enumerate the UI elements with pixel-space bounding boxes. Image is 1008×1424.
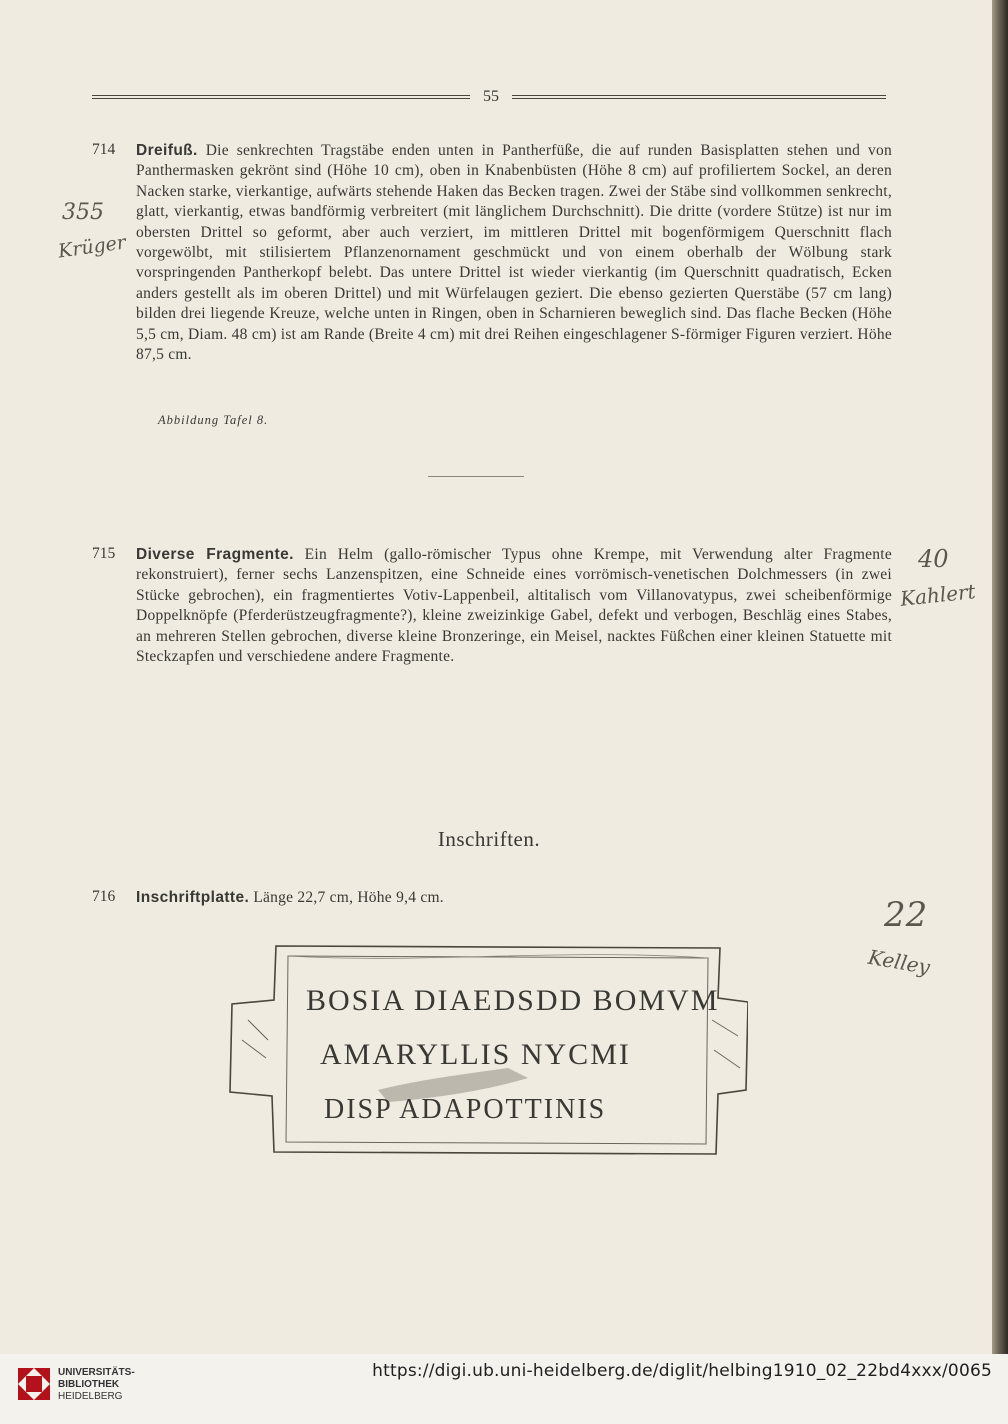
inscription-line: DISP ADAPOTTINIS — [324, 1094, 607, 1125]
entry-title: Diverse Fragmente. — [136, 546, 294, 563]
section-heading: Inschriften. — [437, 827, 541, 851]
entry-text: Die senkrechten Tragstäbe enden unten in Pantherfüße, die auf runden Basisplatten stehen und von Panthermasken gekrönt sind (Höhe 10 cm), oben in Knabenbüsten (Höhe 8 cm) auf profiliertem Sockel, an deren Nacken starke, vierkantige, aufwärts stehende Haken das Becken tragen. Zwei der Stäbe sind vollkommen senkrecht, glatt, vierkantig, etwas bandförmig verbreitert (mit länglichem Durchschnitt). Die dritte (vordere Stütze) ist nur im obersten Drittel so geformt, aber auch verziert, im mittleren Drittel mit bogenförmigem Querschnitt flach vorgewölbt, mit stilisiertem Pflanzenornament geschmückt und von einem oberhalb der Wölbung stark vorspringenden Pantherkopf belebt. Das untere Drittel ist wieder vierkantig (im Querschnitt quadratisch, Ecken anders gestellt als im oberen Drittel) und mit Würfelaugen geziert. Die ebenso gezierten Querstäbe (57 cm lang) bilden drei liegende Kreuze, welche unten in Ringen, oben in Scharnieren beweglich sind. Das flache Becken (Höhe 5,5 cm, Diam. 48 cm) ist am Rande (Breite 4 cm) mit drei Reihen eingeschlagener S-förmiger Figuren verziert. Höhe 87,5 cm. — [136, 142, 892, 364]
library-logo-icon — [14, 1364, 54, 1404]
library-name — [58, 1367, 135, 1403]
handwritten-buyer: Kahlert — [898, 579, 977, 611]
inscription-plate-drawing — [228, 940, 748, 1160]
header-rule-left — [92, 95, 470, 99]
library-name-line: HEIDELBERG — [58, 1391, 123, 1402]
entry-title: Inschriftplatte. — [136, 889, 250, 906]
handwritten-price: 40 — [918, 545, 949, 573]
entry-description — [136, 888, 892, 908]
library-name-line: BIBLIOTHEK — [58, 1379, 120, 1390]
entry-number: 715 — [92, 545, 116, 562]
page-number: 55 — [483, 88, 499, 105]
entry-description — [136, 141, 892, 365]
viewer-footer — [0, 1354, 1008, 1424]
entry-number: 716 — [92, 888, 116, 905]
inscription-line: AMARYLLIS NYCMI — [320, 1038, 631, 1071]
permalink-url[interactable]: https://digi.ub.uni-heidelberg.de/diglit/helbing1910_02_22bd4xxx/0065 — [372, 1361, 992, 1381]
handwritten-buyer: Kelley — [866, 944, 932, 980]
library-name-line: UNIVERSITÄTS- — [58, 1367, 135, 1378]
page-header — [92, 88, 886, 108]
entry-title: Dreifuß. — [136, 142, 198, 159]
entry-text: Ein Helm (gallo-römischer Typus ohne Krempe, mit Verwendung alter Fragmente rekonstruiert), ferner sechs Lanzenspitzen, eine Schneide eines vorrömisch-venetischen Dolchmessers (in zwei Stücke gebrochen), ein fragmentiertes Votiv-Lappenbeil, altitalisch vom Villanovatypus, zwei scheibenförmige Doppelknöpfe (Pferderüstzeugfragmente?), kleine zweizinkige Gabel, defekt und verbogen, Beschläg eines Stabes, an mehreren Stellen gebrochen, diverse kleine Bronzeringe, ein Meisel, nacktes Füßchen einer kleinen Statuette mit Steckzapfen und verschiedene andere Fragmente. — [136, 546, 892, 666]
handwritten-price: 22 — [884, 895, 928, 935]
handwritten-price: 355 — [62, 200, 104, 225]
inscription-line: BOSIA DIAEDSDD BOMVM — [306, 984, 720, 1017]
entry-number: 714 — [92, 141, 116, 158]
figure-reference: Abbildung Tafel 8. — [158, 413, 269, 427]
section-divider — [428, 476, 524, 477]
header-rule-right — [512, 95, 886, 99]
entry-text: Länge 22,7 cm, Höhe 9,4 cm. — [253, 889, 444, 906]
page-edge-shadow — [992, 0, 1008, 1354]
handwritten-buyer: Krüger — [56, 231, 128, 263]
entry-description — [136, 545, 892, 667]
